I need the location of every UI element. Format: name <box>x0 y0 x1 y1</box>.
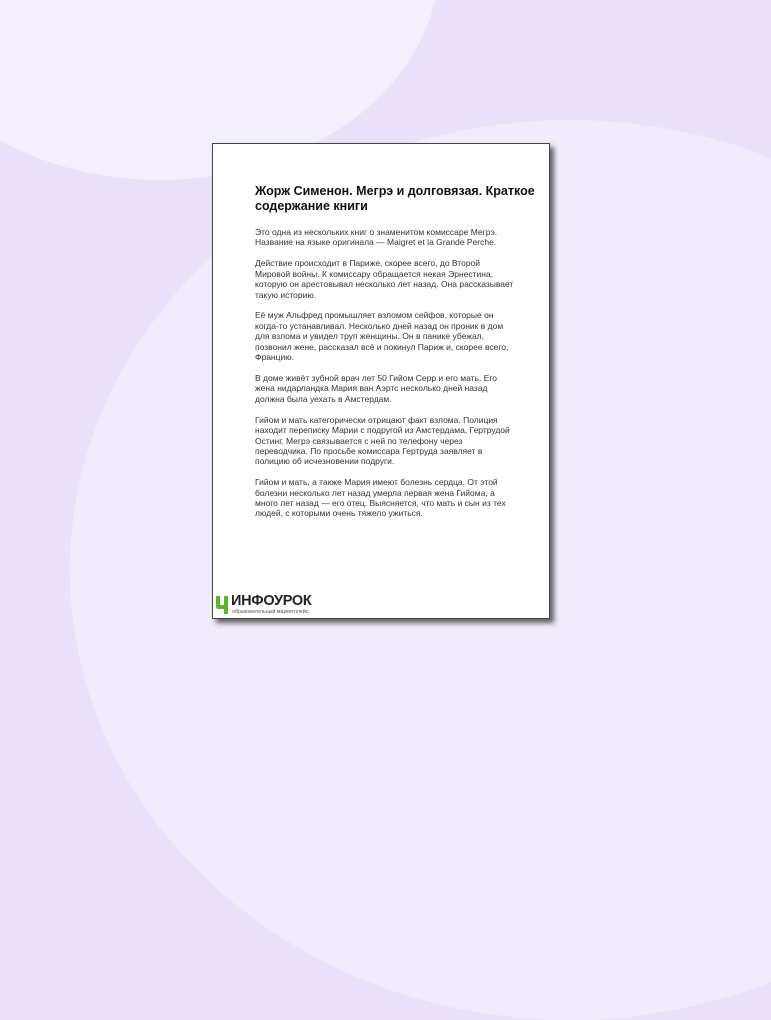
logo-name: ИНФОУРОК <box>231 593 312 609</box>
infourok-leaf-icon <box>215 595 229 615</box>
document-body <box>255 227 515 529</box>
document-title: Жорж Сименон. Мегрэ и долговязая. Краткое содержание книги <box>255 184 535 213</box>
logo-tagline: образовательный маркетплейс <box>232 609 309 615</box>
infourok-logo <box>215 593 335 619</box>
paragraph-4: В доме живёт зубной врач лет 50 Гийом Серр и его мать. Его жена нидарландка Мария ван Аэртс несколько дней назад должна была уехать в Амстердам. <box>255 372 497 404</box>
paragraph-5: Гийом и мать категорически отрицают факт взлома. Полиция находит переписку Марии с подругой из Амстердама, Гертрудой Остинг. Мегрэ связывается с ней по телефону через переводчика. По просьбе комиссара Гертруда заявляет в полицию об исчезновении подруги. <box>255 414 510 467</box>
paragraph-3: Её муж Альфред промышляет взломом сейфов, которые он когда-то устанавливал. Несколько дней назад он проник в дом для взлома и увидел труп женщины. Он в панике убежал, позвонил жене, рассказал всё и покинул Париж и, скорее всего, Францию. <box>255 310 509 363</box>
paragraph-6: Гийом и мать, а также Мария имеют болезнь сердца. От этой болезни несколько лет назад умерла первая жена Гийома, а много лет назад — его отец. Выясняется, что мать и сын из тех людей, с которыми очень тяжело ужиться. <box>255 477 506 519</box>
paragraph-2: Действие происходит в Париже, скорее всего, до Второй Мировой войны. К комиссару обращается некая Эрнестина, которую он арестовывал несколько лет назад. Она рассказывает такую историю. <box>255 258 514 300</box>
paragraph-1: Это одна из нескольких книг о знаменитом комиссаре Мегрэ. Название на языке оригинала — Maigret et la Grande Perche. <box>255 227 498 248</box>
document-preview-page[interactable] <box>212 143 550 619</box>
